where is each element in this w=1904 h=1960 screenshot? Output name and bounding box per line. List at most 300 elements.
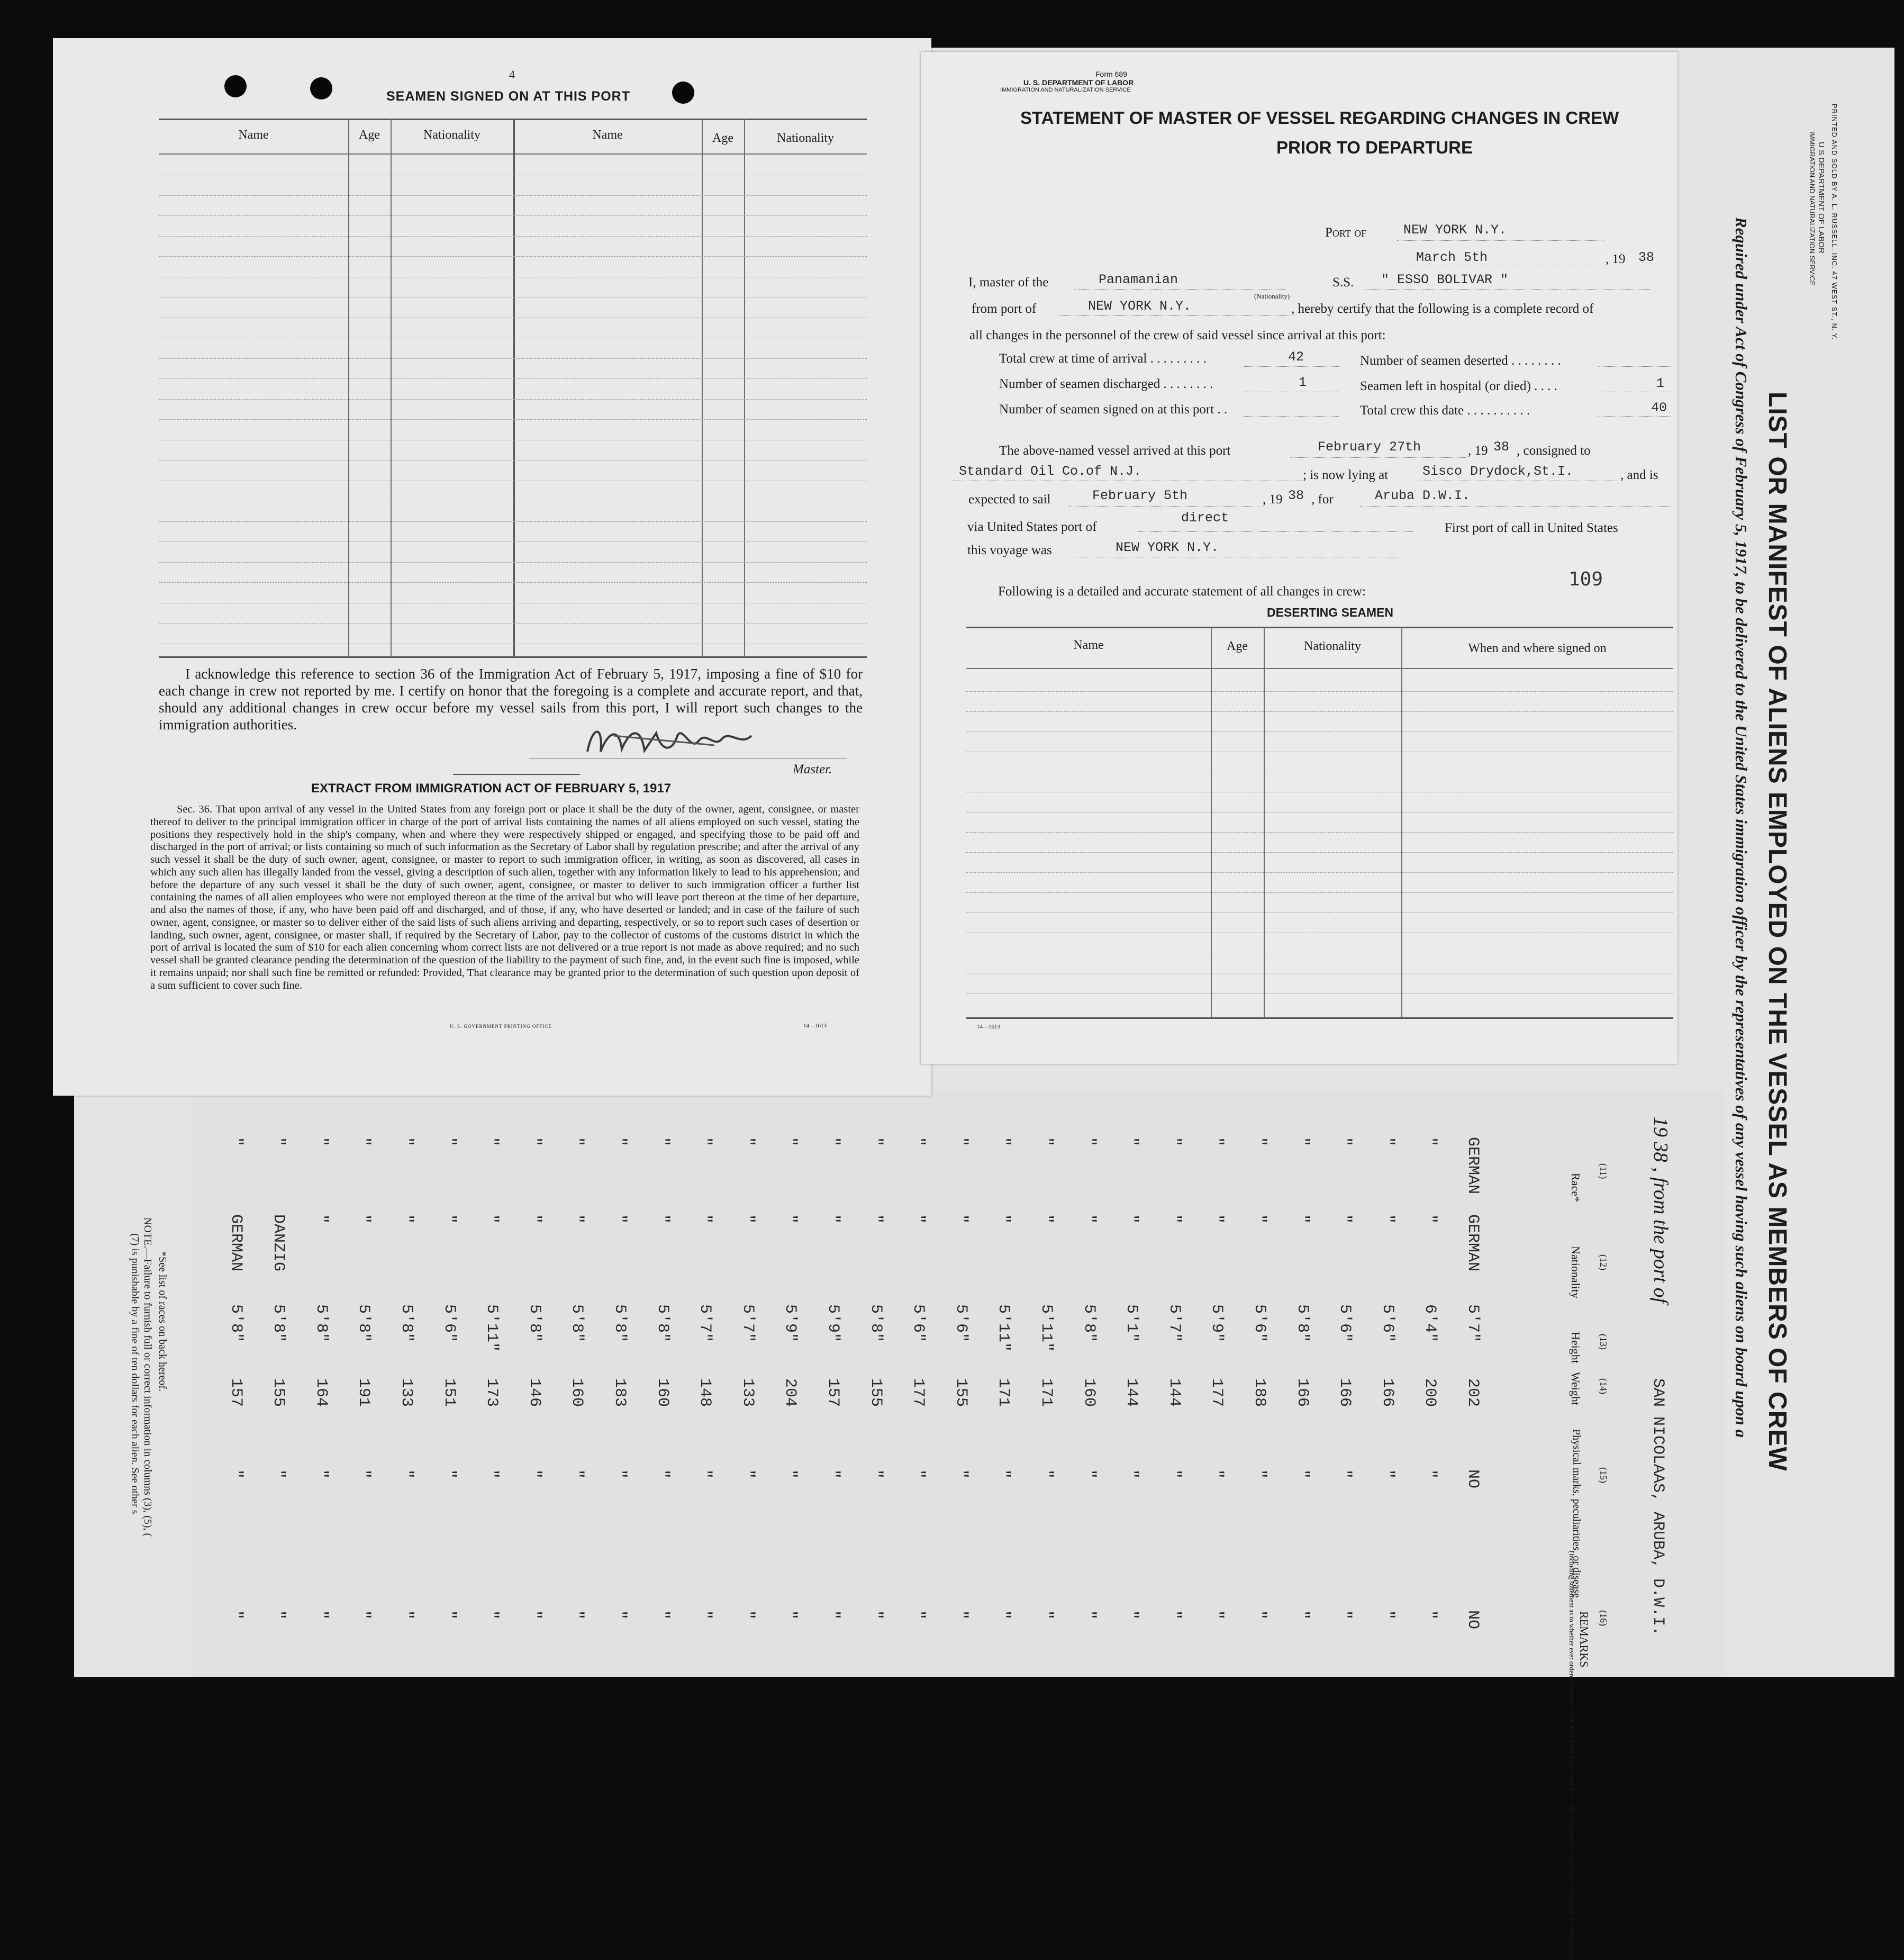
manifest-marks: " xyxy=(568,1469,586,1479)
manifest-race: " xyxy=(1037,1137,1055,1147)
consignee-value[interactable]: Standard Oil Co.of N.J. xyxy=(959,464,1142,479)
lying-value[interactable]: Sisco Drydock,St.I. xyxy=(1422,464,1574,479)
col-head-height-num: (13) xyxy=(1598,1334,1609,1350)
manifest-weight: 133 xyxy=(738,1378,757,1407)
manifest-weight: 166 xyxy=(1336,1378,1354,1407)
manifest-nationality: GERMAN xyxy=(226,1214,245,1272)
arrived-value[interactable]: February 27th xyxy=(1318,439,1421,455)
manifest-weight: 188 xyxy=(1250,1378,1268,1407)
page4-col-name: Name xyxy=(238,128,269,142)
deserting-table-row xyxy=(966,892,1673,893)
page4-col-divider xyxy=(702,119,703,656)
manifest-race: " xyxy=(1208,1137,1226,1147)
total-date-value[interactable]: 40 xyxy=(1651,400,1667,416)
manifest-nationality: " xyxy=(440,1214,458,1224)
manifest-weight: 155 xyxy=(951,1378,970,1407)
manifest-remarks: " xyxy=(397,1610,415,1620)
manifest-weight: 157 xyxy=(226,1378,245,1407)
col-head-nationality: Nationality xyxy=(1569,1246,1582,1298)
manifest-race: " xyxy=(653,1137,672,1147)
deserting-header-bottom xyxy=(966,668,1673,669)
expected-label: expected to sail xyxy=(968,492,1051,507)
arrived-year[interactable]: 38 xyxy=(1493,439,1510,455)
manifest-nationality: " xyxy=(951,1214,970,1224)
manifest-remarks: " xyxy=(226,1610,245,1620)
manifest-weight: 166 xyxy=(1378,1378,1397,1407)
manifest-race: " xyxy=(611,1137,629,1147)
manifest-height: 5'8" xyxy=(525,1304,543,1343)
manifest-remarks: " xyxy=(866,1610,885,1620)
voyage-label: this voyage was xyxy=(967,543,1052,557)
page4-table-row xyxy=(159,195,867,196)
manifest-height: 6'4" xyxy=(1421,1304,1439,1343)
hospital-label: Seamen left in hospital (or died) . . . . xyxy=(1360,379,1557,393)
deserting-col-signed: When and where signed on xyxy=(1468,642,1607,655)
manifest-race: " xyxy=(781,1137,800,1147)
manifest-remarks: " xyxy=(440,1610,458,1620)
manifest-year-line: 19 38 , from the port of xyxy=(1649,1117,1672,1304)
deserting-table-row xyxy=(966,731,1673,732)
printer-line-3: IMMIGRATION AND NATURALIZATION SERVICE xyxy=(1808,131,1816,286)
manifest-weight: 144 xyxy=(1165,1378,1183,1407)
page4-table-row xyxy=(159,358,867,359)
manifest-weight: 144 xyxy=(1122,1378,1141,1407)
manifest-note-1: *See list of races on back hereof. xyxy=(157,1251,168,1392)
printer-line-1: PRINTED AND SOLD BY A. L. RUSSELL, INC. 47 WEST ST., N. Y. xyxy=(1830,104,1838,340)
manifest-height: 5'8" xyxy=(397,1304,415,1343)
manifest-weight: 155 xyxy=(866,1378,885,1407)
deserting-col-age: Age xyxy=(1227,639,1248,653)
manifest-remarks: " xyxy=(568,1610,586,1620)
manifest-height: 5'8" xyxy=(866,1304,885,1343)
deserting-title: DESERTING SEAMEN xyxy=(1267,606,1393,619)
manifest-nationality: " xyxy=(653,1214,672,1224)
manifest-nationality: " xyxy=(1421,1214,1439,1224)
stamp-number: 109 xyxy=(1568,568,1603,590)
manifest-height: 5'8" xyxy=(269,1304,288,1343)
manifest-height: 5'11" xyxy=(483,1304,501,1352)
manifest-remarks: " xyxy=(1421,1610,1439,1620)
manifest-nationality: " xyxy=(611,1214,629,1224)
manifest-height: 5'9" xyxy=(781,1304,800,1343)
master-signature xyxy=(582,720,757,762)
manifest-weight: 204 xyxy=(781,1378,800,1407)
manifest-marks: " xyxy=(1336,1469,1354,1479)
manifest-nationality: " xyxy=(866,1214,885,1224)
deserting-col-divider xyxy=(1211,627,1212,1017)
from-port-value[interactable]: NEW YORK N.Y. xyxy=(1088,299,1192,314)
year-value[interactable]: 38 xyxy=(1638,250,1655,265)
deserting-table-row xyxy=(966,832,1673,833)
manifest-marks: " xyxy=(653,1469,672,1479)
printer-line-2: U S DEPARTMENT OF LABOR xyxy=(1817,142,1826,254)
manifest-marks: " xyxy=(1378,1469,1397,1479)
manifest-nationality: " xyxy=(1250,1214,1268,1224)
manifest-race: " xyxy=(1336,1137,1354,1147)
manifest-marks: " xyxy=(738,1469,757,1479)
divider-short xyxy=(453,774,580,775)
total-date-line xyxy=(1598,416,1672,417)
manifest-nationality: " xyxy=(568,1214,586,1224)
col-head-remarks-num: (16) xyxy=(1598,1610,1609,1626)
discharged-label: Number of seamen discharged . . . . . . . . xyxy=(999,377,1213,391)
manifest-race: " xyxy=(1122,1137,1141,1147)
manifest-remarks: " xyxy=(738,1610,757,1620)
page4-col-nationality: Nationality xyxy=(423,128,480,142)
manifest-weight: 133 xyxy=(397,1378,415,1407)
manifest-height: 5'7" xyxy=(738,1304,757,1343)
hospital-value[interactable]: 1 xyxy=(1656,376,1665,391)
deserting-table-row xyxy=(966,872,1673,873)
discharged-value[interactable]: 1 xyxy=(1299,375,1307,390)
nationality-line xyxy=(1074,289,1286,290)
manifest-weight: 148 xyxy=(696,1378,714,1407)
col-head-marks-num: (15) xyxy=(1598,1467,1609,1483)
col-head-nationality-num: (12) xyxy=(1598,1254,1609,1270)
manifest-height: 5'8" xyxy=(653,1304,672,1343)
manifest-nationality: " xyxy=(738,1214,757,1224)
manifest-race: " xyxy=(738,1137,757,1147)
manifest-note-3: (7) is punishable by a fine of ten dollars for each alien. See other s xyxy=(129,1233,141,1514)
manifest-remarks: " xyxy=(1037,1610,1055,1620)
col-head-weight-num: (14) xyxy=(1598,1378,1609,1394)
manifest-height: 5'8" xyxy=(568,1304,586,1343)
form-service: IMMIGRATION AND NATURALIZATION SERVICE xyxy=(1000,87,1131,93)
manifest-nationality: GERMAN xyxy=(1464,1214,1482,1272)
page4-col-divider xyxy=(744,119,745,656)
manifest-marks: " xyxy=(781,1469,800,1479)
manifest-marks: " xyxy=(397,1469,415,1479)
via-line xyxy=(1138,531,1413,532)
manifest-marks: " xyxy=(824,1469,842,1479)
manifest-height: 5'6" xyxy=(440,1304,458,1343)
col-head-marks: Physical marks, peculiarities, or disease xyxy=(1571,1429,1582,1598)
manifest-weight: 157 xyxy=(824,1378,842,1407)
deserting-table-row xyxy=(966,691,1673,692)
manifest-marks: " xyxy=(1122,1469,1141,1479)
manifest-race: " xyxy=(440,1137,458,1147)
extract-text: Sec. 36. That upon arrival of any vessel in the United States from any foreign port or place it shall be the duty of the owner, agent, consignee, or master thereof to deliver to the principal immigration officer in charge of the port of arrival lists containing the names of all aliens employed on such vessel, stating the positions they respectively hold in the ship's company, when and where they were respectively shipped or engaged, and specifying those to be paid off and discharged in the port of arrival; or lists containing so much of such information as the Secretary of Labor shall by regulation prescribe; and after the arrival of any such vessel it shall be the duty of such owner, agent, consignee, or master to report to such immigration officer, in writing, as soon as discovered, all cases in which any such alien has illegally landed from the vessel, giving a description of such alien, together with any information likely to lead to his apprehension; and before the departure of any such vessel it shall be the duty of such owner, agent, consignee, or master to deliver to such immigration officer a further list containing the names of all alien employees who were not employed thereon at the time of the arrival but who will leave port thereon at the time of her departure, and also the names of those, if any, who have been paid off and discharged, and of those, if any, who have deserted or landed; and in case of the failure of such owner, agent, consignee, or master so to deliver either of the said lists of such aliens arriving and departing, respectively, or so to report such cases of desertion or landing, such owner, agent, consignee, or master shall, if required by the Secretary of Labor, pay to the collector of customs of the customs district in which the port of arrival is located the sum of $10 for each alien concerning whom correct lists are not delivered or a true report is not made as above required; and no such vessel shall be granted clearance pending the determination of the question of the liability to the payment of such fine, and, in the event such fine is imposed, while it remains unpaid; nor shall such fine be remitted or refunded: Provided, That clearance may be granted prior to the determination of such question upon deposit of a sum sufficient to cover such fine. xyxy=(150,803,859,991)
manifest-weight: 166 xyxy=(1293,1378,1311,1407)
page4-col-name-2: Name xyxy=(592,128,623,142)
punch-hole xyxy=(672,82,694,104)
manifest-race: " xyxy=(994,1137,1013,1147)
manifest-marks: " xyxy=(909,1469,928,1479)
manifest-race: " xyxy=(483,1137,501,1147)
manifest-remarks: " xyxy=(1378,1610,1397,1620)
manifest-marks: " xyxy=(1165,1469,1183,1479)
nationality-caption: (Nationality) xyxy=(1254,292,1290,300)
manifest-marks: " xyxy=(1293,1469,1311,1479)
manifest-race: " xyxy=(397,1137,415,1147)
via-value[interactable]: direct xyxy=(1181,510,1229,526)
signed-on-line xyxy=(1244,416,1339,417)
manifest-height: 5'11" xyxy=(1037,1304,1055,1352)
for-label: , for xyxy=(1311,492,1334,507)
manifest-weight: 160 xyxy=(653,1378,672,1407)
deserting-col-name: Name xyxy=(1073,638,1104,652)
page4-table-row xyxy=(159,215,867,216)
punch-hole xyxy=(224,75,247,97)
vessel-line xyxy=(1365,289,1651,290)
manifest-marks: " xyxy=(1208,1469,1226,1479)
arrived-line xyxy=(1291,457,1466,458)
manifest-height: 5'6" xyxy=(909,1304,928,1343)
vessel-value[interactable]: " ESSO BOLIVAR " xyxy=(1381,272,1509,287)
extract-title: EXTRACT FROM IMMIGRATION ACT OF FEBRUARY 5, 1917 xyxy=(311,781,672,796)
manifest-nationality: " xyxy=(1122,1214,1141,1224)
form-title: STATEMENT OF MASTER OF VESSEL REGARDING CHANGES IN CREW xyxy=(1020,108,1619,128)
page4-table-row xyxy=(159,623,867,624)
manifest-race: " xyxy=(951,1137,970,1147)
page4-col-divider xyxy=(348,119,349,656)
manifest-marks: " xyxy=(525,1469,543,1479)
manifest-weight: 155 xyxy=(269,1378,288,1407)
col-head-weight: Weight xyxy=(1569,1372,1582,1405)
page4-col-age: Age xyxy=(359,128,380,142)
first-port-label: First port of call in United States xyxy=(1445,521,1618,535)
page4-col-divider xyxy=(513,119,515,656)
for-value[interactable]: Aruba D.W.I. xyxy=(1375,488,1471,503)
following-text: Following is a detailed and accurate statement of all changes in crew: xyxy=(998,584,1366,599)
manifest-remarks: " xyxy=(355,1610,373,1620)
manifest-nationality: " xyxy=(994,1214,1013,1224)
manifest-remarks: " xyxy=(525,1610,543,1620)
expected-year-prefix: , 19 xyxy=(1263,492,1283,507)
manifest-race: " xyxy=(824,1137,842,1147)
form-title-2: PRIOR TO DEPARTURE xyxy=(1276,138,1473,157)
page4-table-row xyxy=(159,236,867,237)
and-is: , and is xyxy=(1620,468,1658,482)
manifest-weight: 160 xyxy=(1080,1378,1098,1407)
from-port-label: from port of xyxy=(972,302,1037,316)
manifest-remarks: " xyxy=(696,1610,714,1620)
date-value[interactable]: March 5th xyxy=(1416,250,1488,265)
expected-line xyxy=(1069,506,1259,507)
deserting-table-row xyxy=(966,711,1673,712)
manifest-weight: 171 xyxy=(1037,1378,1055,1407)
manifest-nationality: " xyxy=(525,1214,543,1224)
manifest-marks: " xyxy=(269,1469,288,1479)
manifest-marks: " xyxy=(611,1469,629,1479)
manifest-race: " xyxy=(1293,1137,1311,1147)
manifest-remarks: " xyxy=(994,1610,1013,1620)
manifest-nationality: " xyxy=(824,1214,842,1224)
manifest-remarks: NO xyxy=(1464,1610,1482,1630)
manifest-nationality: " xyxy=(1165,1214,1183,1224)
manifest-marks: " xyxy=(1037,1469,1055,1479)
manifest-remarks: " xyxy=(483,1610,501,1620)
manifest-marks: " xyxy=(1421,1469,1439,1479)
manifest-height: 5'8" xyxy=(226,1304,245,1343)
manifest-title: LIST OR MANIFEST OF ALIENS EMPLOYED ON THE VESSEL AS MEMBERS OF CREW xyxy=(1763,392,1791,1471)
manifest-nationality: " xyxy=(696,1214,714,1224)
col-head-remarks-sub: (Including statement as to whether ever ordered deported from the United States, and if so, date of deportation and reason to reapply has been given) xyxy=(1568,1551,1576,1960)
manifest-marks: " xyxy=(226,1469,245,1479)
manifest-remarks: " xyxy=(1250,1610,1268,1620)
punch-hole xyxy=(310,77,332,100)
page4-table-row xyxy=(159,419,867,420)
page4-number: 4 xyxy=(509,68,515,81)
page4-table-top xyxy=(159,119,867,120)
manifest-remarks: " xyxy=(1080,1610,1098,1620)
deserting-table-row xyxy=(966,852,1673,853)
manifest-marks: " xyxy=(994,1469,1013,1479)
manifest-nationality: " xyxy=(355,1214,373,1224)
manifest-nationality: " xyxy=(483,1214,501,1224)
col-head-race: Race* xyxy=(1569,1173,1582,1202)
printing-office: U. S. GOVERNMENT PRINTING OFFICE xyxy=(450,1024,552,1029)
lying-label: ; is now lying at xyxy=(1303,468,1389,482)
expected-year[interactable]: 38 xyxy=(1288,488,1304,503)
manifest-remarks: " xyxy=(824,1610,842,1620)
manifest-race: " xyxy=(226,1137,245,1147)
manifest-remarks: " xyxy=(1293,1610,1311,1620)
manifest-remarks: " xyxy=(1336,1610,1354,1620)
manifest-marks: " xyxy=(1080,1469,1098,1479)
port-value[interactable]: NEW YORK N.Y. xyxy=(1403,222,1507,238)
manifest-required-text: Required under Act of Congress of February 5, 1917, to be delivered to the United States immigration officer by the representatives of any vessel having such aliens on board upon a xyxy=(1732,217,1751,1438)
page4-table-header-bottom xyxy=(159,153,867,155)
page4-col-nationality-2: Nationality xyxy=(777,131,834,145)
page4-acknowledge-text: I acknowledge this reference to section 36 of the Immigration Act of February 5, 1917, imposing a fine of $10 for each change in crew not reported by me. I certify on honor that the foregoing is a complete and accurate report, and that, should any additional changes in crew occur before my vessel sails from this port, I will report such changes to the immigration authorities. xyxy=(159,666,863,733)
manifest-height: 5'7" xyxy=(696,1304,714,1343)
for-line xyxy=(1360,506,1672,507)
page4-footer-code: 14—1613 xyxy=(803,1023,827,1029)
page4-table-row xyxy=(159,399,867,400)
manifest-weight: 151 xyxy=(440,1378,458,1407)
manifest-weight: 202 xyxy=(1464,1378,1482,1407)
expected-value[interactable]: February 5th xyxy=(1092,488,1188,503)
manifest-race: " xyxy=(1378,1137,1397,1147)
manifest-weight: 164 xyxy=(312,1378,330,1407)
manifest-race: " xyxy=(269,1137,288,1147)
manifest-nationality: " xyxy=(1378,1214,1397,1224)
page4-table-row xyxy=(159,582,867,583)
manifest-height: 5'8" xyxy=(355,1304,373,1343)
deserting-table-bottom xyxy=(966,1017,1673,1019)
deserting-col-divider xyxy=(1264,627,1265,1017)
manifest-weight: 160 xyxy=(568,1378,586,1407)
page4-table-row xyxy=(159,562,867,563)
page4-title: SEAMEN SIGNED ON AT THIS PORT xyxy=(386,89,630,104)
via-label: via United States port of xyxy=(967,520,1097,534)
manifest-height: 5'8" xyxy=(1080,1304,1098,1343)
manifest-race: " xyxy=(1421,1137,1439,1147)
manifest-nationality: " xyxy=(1293,1214,1311,1224)
manifest-marks: " xyxy=(951,1469,970,1479)
manifest-race: " xyxy=(1250,1137,1268,1147)
manifest-height: 5'11" xyxy=(994,1304,1013,1352)
col-head-height: Height xyxy=(1569,1332,1582,1363)
manifest-marks: " xyxy=(866,1469,885,1479)
manifest-nationality: " xyxy=(1208,1214,1226,1224)
col-head-race-num: (11) xyxy=(1598,1163,1609,1179)
total-arrival-value[interactable]: 42 xyxy=(1288,349,1304,365)
manifest-height: 5'8" xyxy=(312,1304,330,1343)
manifest-weight: 200 xyxy=(1421,1378,1439,1407)
manifest-weight: 177 xyxy=(1208,1378,1226,1407)
port-line xyxy=(1397,240,1603,241)
deserted-label: Number of seamen deserted . . . . . . . . xyxy=(1360,354,1561,368)
manifest-height: 5'1" xyxy=(1122,1304,1141,1343)
certify-text-2: all changes in the personnel of the crew of said vessel since arrival at this port: xyxy=(969,328,1386,342)
manifest-race: GERMAN xyxy=(1464,1137,1482,1195)
form689-footer-code: 14—1613 xyxy=(977,1024,1000,1030)
form-number: Form 689 xyxy=(1095,70,1127,78)
manifest-remarks: " xyxy=(1208,1610,1226,1620)
nationality-value[interactable]: Panamanian xyxy=(1099,272,1178,287)
total-date-label: Total crew this date . . . . . . . . . . xyxy=(1360,403,1530,418)
total-arrival-line xyxy=(1244,366,1339,367)
deserting-table-top xyxy=(966,627,1673,628)
manifest-nationality: " xyxy=(781,1214,800,1224)
manifest-height: 5'6" xyxy=(1378,1304,1397,1343)
master-label: Master. xyxy=(793,762,832,776)
page4-table-row xyxy=(159,378,867,379)
manifest-remarks: " xyxy=(1122,1610,1141,1620)
manifest-weight: 173 xyxy=(483,1378,501,1407)
arrived-year-prefix: , 19 xyxy=(1468,444,1488,458)
manifest-marks: " xyxy=(440,1469,458,1479)
manifest-remarks: " xyxy=(951,1610,970,1620)
manifest-height: 5'7" xyxy=(1165,1304,1183,1343)
manifest-race: " xyxy=(1080,1137,1098,1147)
manifest-race: " xyxy=(866,1137,885,1147)
manifest-weight: 177 xyxy=(909,1378,928,1407)
manifest-race: " xyxy=(696,1137,714,1147)
manifest-weight: 171 xyxy=(994,1378,1013,1407)
certify-text: , hereby certify that the following is a complete record of xyxy=(1291,302,1594,316)
voyage-value[interactable]: NEW YORK N.Y. xyxy=(1116,540,1219,555)
manifest-nationality: " xyxy=(1080,1214,1098,1224)
manifest-nationality: " xyxy=(397,1214,415,1224)
page4-table-row xyxy=(159,541,867,542)
deserting-col-nationality: Nationality xyxy=(1304,639,1361,653)
manifest-race: " xyxy=(525,1137,543,1147)
signed-on-label: Number of seamen signed on at this port . . xyxy=(999,402,1228,417)
manifest-race: " xyxy=(909,1137,928,1147)
ss-label: S.S. xyxy=(1332,275,1354,290)
manifest-race: " xyxy=(355,1137,373,1147)
deserting-col-divider xyxy=(1401,627,1402,1017)
manifest-weight: 183 xyxy=(611,1378,629,1407)
manifest-marks: " xyxy=(1250,1469,1268,1479)
manifest-remarks: " xyxy=(611,1610,629,1620)
manifest-height: 5'7" xyxy=(1464,1304,1482,1343)
arrived-label: The above-named vessel arrived at this port xyxy=(999,444,1231,458)
manifest-nationality: " xyxy=(909,1214,928,1224)
manifest-race: " xyxy=(568,1137,586,1147)
year-prefix: , 19 xyxy=(1606,252,1626,266)
master-of-label: I, master of the xyxy=(968,275,1049,290)
manifest-from-port[interactable]: SAN NICOLAAS, ARUBA, D.W.I. xyxy=(1649,1378,1667,1636)
manifest-remarks: " xyxy=(269,1610,288,1620)
manifest-remarks: " xyxy=(781,1610,800,1620)
manifest-note-2: NOTE.—Failure to furnish full or correct information in columns (3), (5), ( xyxy=(142,1217,153,1537)
manifest-remarks: " xyxy=(1165,1610,1183,1620)
manifest-race: " xyxy=(1165,1137,1183,1147)
manifest-nationality: " xyxy=(312,1214,330,1224)
manifest-height: 5'9" xyxy=(1208,1304,1226,1343)
manifest-height: 5'8" xyxy=(1293,1304,1311,1343)
page4-table-row xyxy=(159,521,867,522)
manifest-weight: 191 xyxy=(355,1378,373,1407)
manifest-height: 5'9" xyxy=(824,1304,842,1343)
form-dept: U. S. DEPARTMENT OF LABOR xyxy=(1023,78,1134,87)
manifest-remarks: " xyxy=(653,1610,672,1620)
manifest-weight: 146 xyxy=(525,1378,543,1407)
